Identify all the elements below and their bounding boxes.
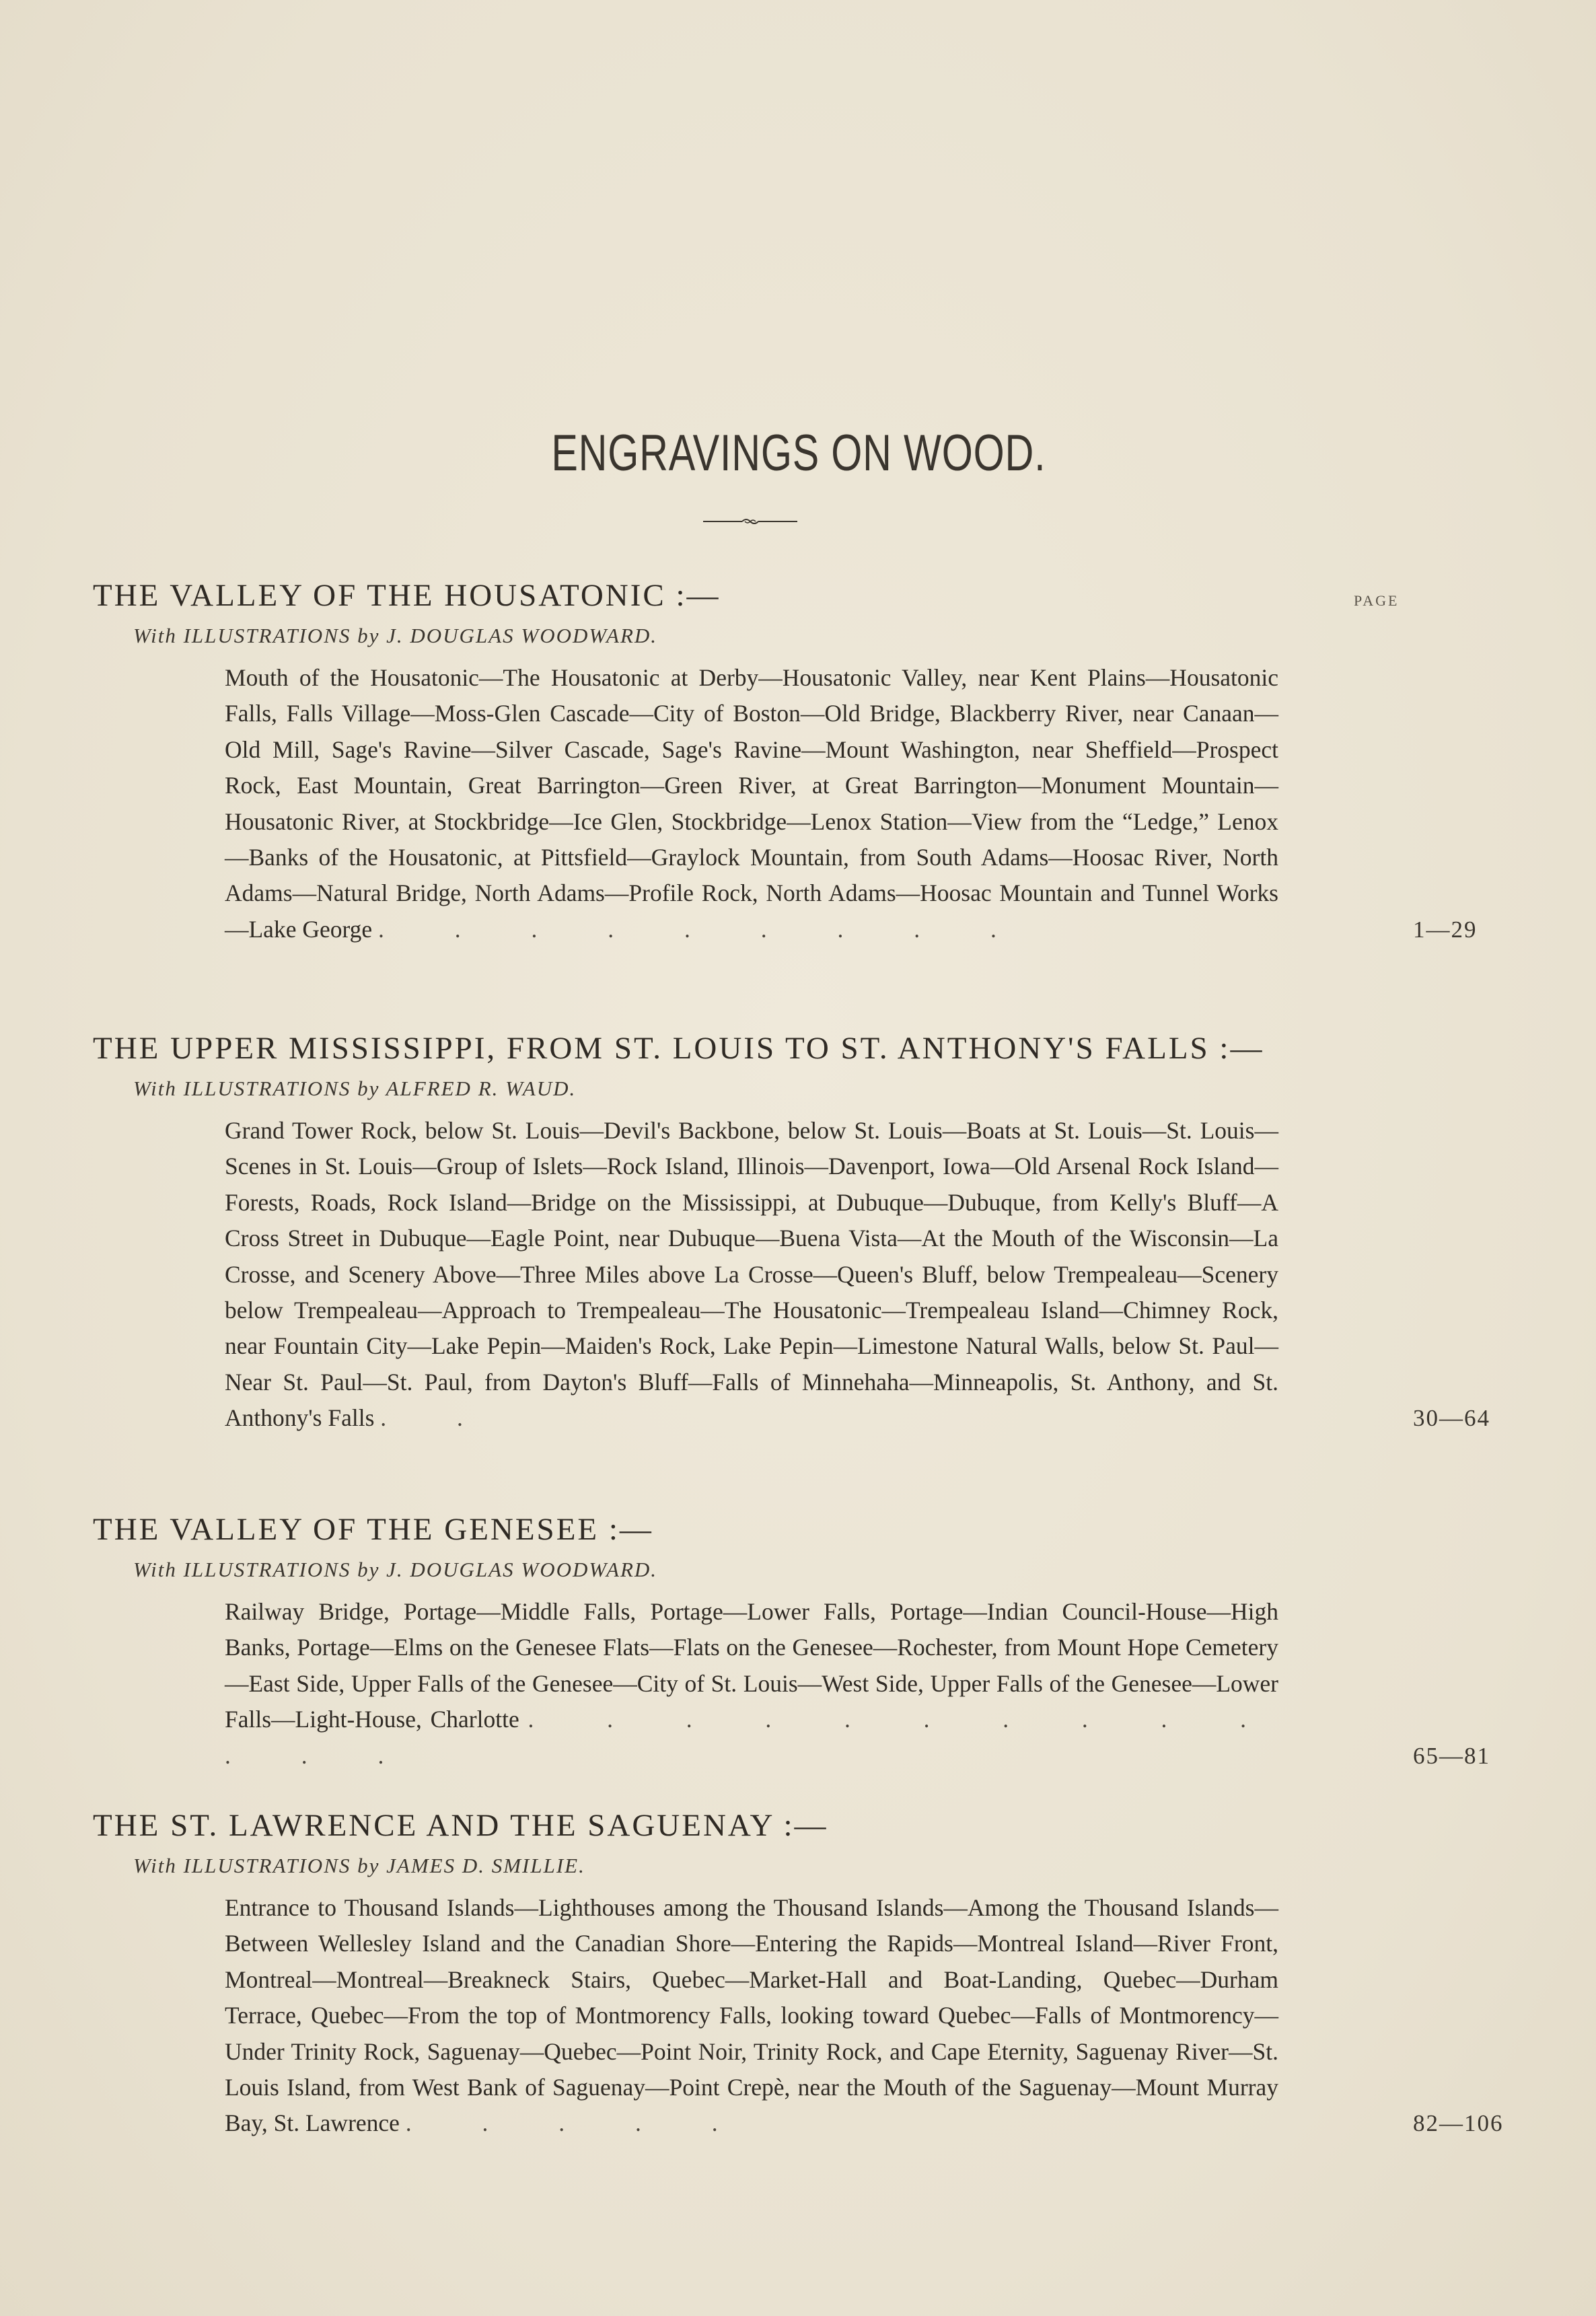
- section-byline: With ILLUSTRATIONS by ALFRED R. WAUD.: [133, 1077, 577, 1100]
- title-ornament: [703, 517, 797, 526]
- section-heading: THE VALLEY OF THE GENESEE :—: [93, 1512, 653, 1547]
- section-byline: With ILLUSTRATIONS by JAMES D. SMILLIE.: [133, 1854, 585, 1877]
- section-description-text: Mouth of the Housatonic—The Housatonic at Derby—Housatonic Valley, near Kent Plains—Housatonic Falls, Falls Village—Moss-Glen Cascade—City of Boston—Old Bridge, Blackberry River, near Canaan—Old Mill, Sage's Ravine—Silver Cascade, Sage's Ravine—Mount Washington, near Sheffield—Prospect Rock, East Mountain, Great Barrington—Green River, at Great Barrington—Monument Mountain—Housatonic River, at Stockbridge—Ice Glen, Stockbridge—Lenox Station—View from the “Ledge,” Lenox—Banks of the Housatonic, at Pittsfield—Graylock Mountain, from South Adams—Hoosac River, North Adams—Natural Bridge, North Adams—Profile Rock, North Adams—Hoosac Mountain and Tunnel Works—Lake George: [225, 664, 1278, 943]
- dot-leader: . . . . .: [405, 2109, 750, 2137]
- section-heading: THE ST. LAWRENCE AND THE SAGUENAY :—: [93, 1808, 828, 1843]
- page-range: 65—81: [1413, 1742, 1490, 1769]
- page-column-label: PAGE: [1354, 592, 1400, 609]
- toc-section: [93, 1509, 1490, 1774]
- page-range: 82—106: [1413, 2110, 1504, 2137]
- section-byline: With ILLUSTRATIONS by J. DOUGLAS WOODWARD.: [133, 1558, 658, 1581]
- page-range: 30—64: [1413, 1405, 1490, 1432]
- dot-leader: . . . . . . . . . . . . .: [225, 1706, 1279, 1769]
- section-description-text: Entrance to Thousand Islands—Lighthouses among the Thousand Islands—Among the Thousand Islands—Between Wellesley Island and the Canadian Shore—Entering the Rapids—Montreal Island—River Front, Montreal—Montreal—Breakneck Stairs, Quebec—Market-Hall and Boat-Landing, Quebec—Durham Terrace, Quebec—From the top of Montmorency Falls, looking toward Quebec—Falls of Montmorency—Under Trinity Rock, Saguenay—Quebec—Point Noir, Trinity Rock, and Cape Eternity, Saguenay River—St. Louis Island, from West Bank of Saguenay—Point Crepè, near the Mouth of the Saguenay—Mount Murray Bay, St. Lawrence: [225, 1894, 1278, 2137]
- toc-section: [93, 1028, 1490, 1437]
- section-description: [225, 1890, 1504, 2142]
- page-range: 1—29: [1413, 916, 1478, 943]
- section-heading: THE VALLEY OF THE HOUSATONIC :—: [93, 578, 721, 613]
- toc-section: [93, 575, 1478, 947]
- dot-leader: . .: [380, 1404, 495, 1432]
- section-byline: With ILLUSTRATIONS by J. DOUGLAS WOODWARD.: [133, 624, 658, 647]
- section-description-text: Railway Bridge, Portage—Middle Falls, Portage—Lower Falls, Portage—Indian Council-House—High Banks, Portage—Elms on the Genesee Flats—Flats on the Genesee—Rochester, from Mount Hope Cemetery—East Side, Upper Falls of the Genesee—City of St. Louis—West Side, Upper Falls of the Genesee—Lower Falls—Light-House, Charlotte: [225, 1598, 1278, 1733]
- section-description: [225, 660, 1478, 947]
- toc-section: [93, 1805, 1504, 2142]
- section-description-text: Grand Tower Rock, below St. Louis—Devil's Backbone, below St. Louis—Boats at St. Louis—St. Louis—Scenes in St. Louis—Group of Islets—Rock Island, Illinois—Davenport, Iowa—Old Arsenal Rock Island—Forests, Roads, Rock Island—Bridge on the Mississippi, at Dubuque—Dubuque, from Kelly's Bluff—A Cross Street in Dubuque—Eagle Point, near Dubuque—Buena Vista—At the Mouth of the Wisconsin—La Crosse, and Scenery Above—Three Miles above La Crosse—Queen's Bluff, below Trempealeau—Scenery below Trempealeau—Approach to Trempealeau—The Housatonic—Trempealeau Island—Chimney Rock, near Fountain City—Lake Pepin—Maiden's Rock, Lake Pepin—Limestone Natural Walls, below St. Paul—Near St. Paul—St. Paul, from Dayton's Bluff—Falls of Minnehaha—Minneapolis, St. Anthony, and St. Anthony's Falls: [225, 1117, 1278, 1432]
- page-title: ENGRAVINGS ON WOOD.: [551, 425, 1046, 482]
- section-description: [225, 1113, 1490, 1437]
- section-heading: THE UPPER MISSISSIPPI, FROM ST. LOUIS TO ST. ANTHONY'S FALLS :—: [93, 1031, 1264, 1066]
- section-description: [225, 1594, 1490, 1774]
- dot-leader: . . . . . . . . .: [378, 915, 1029, 943]
